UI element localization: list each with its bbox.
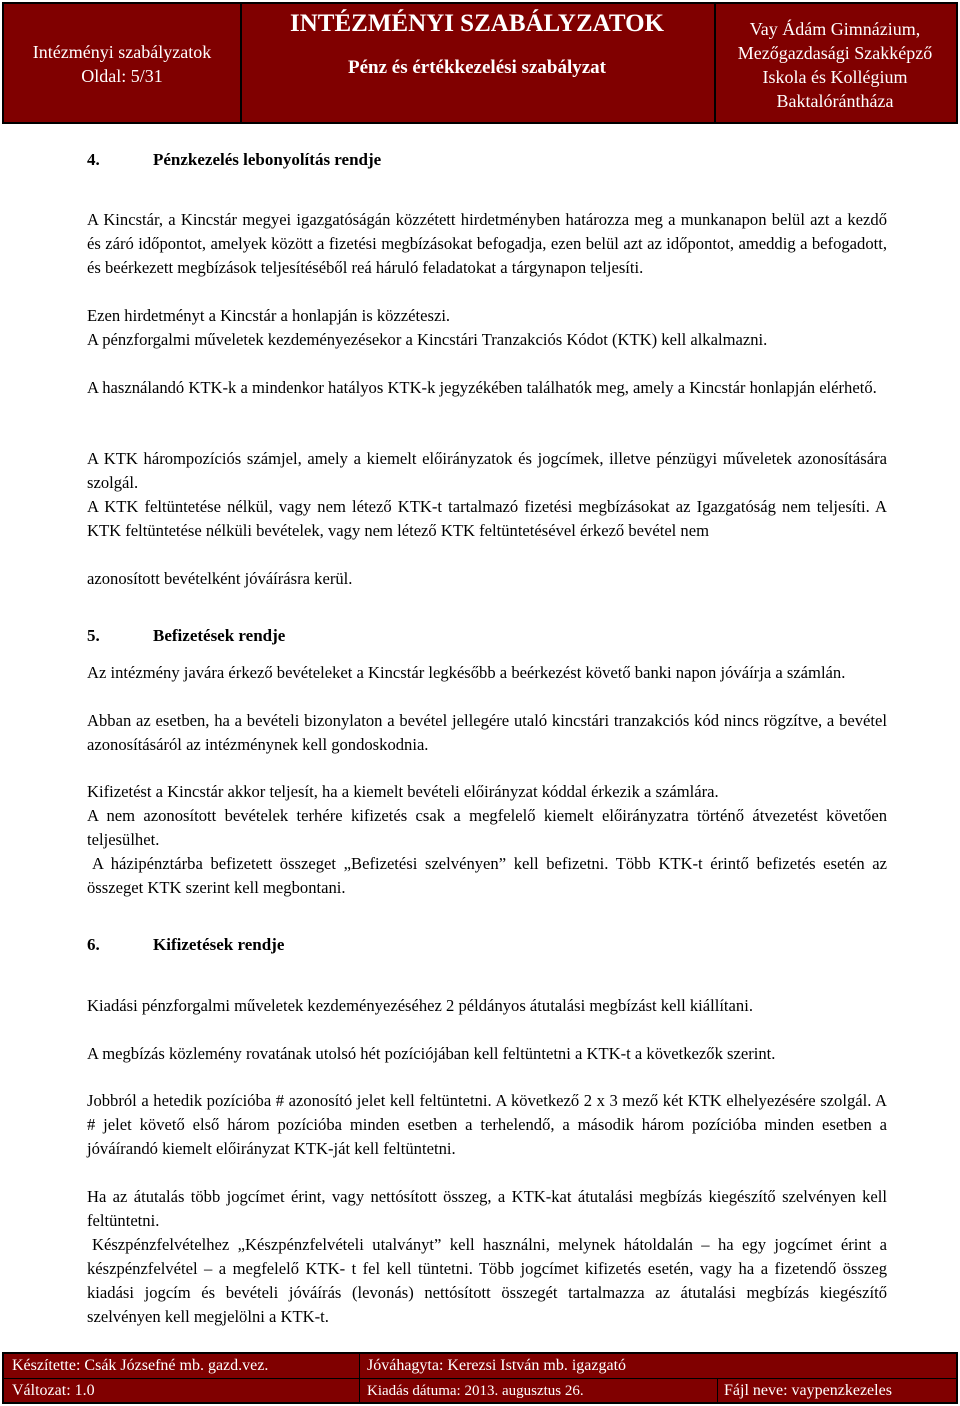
paragraph: A nem azonosított bevételek terhére kifizetés csak a megfelelő kiemelt előirányzatra történő átvezetést követően teljesülhet. <box>87 806 887 849</box>
document-subtitle: Pénz és értékkezelési szabályzat <box>348 57 606 78</box>
document-footer <box>2 1352 958 1404</box>
paragraph: Abban az esetben, ha a bevételi bizonylaton a bevétel jellegére utaló kincstári tranzakciós kód nincs rögzítve, a bevétel azonosításáról az intézménynek kell gondoskodnia. <box>87 711 887 754</box>
section-title: Kifizetések rendje <box>153 935 285 954</box>
document-header <box>2 2 958 124</box>
header-left-title: Intézményi szabályzatok <box>32 42 212 62</box>
approved-by: Jóváhagyta: Kerezsi István mb. igazgató <box>367 1357 627 1374</box>
institution-line: Vay Ádám Gimnázium, <box>749 19 921 39</box>
institution-line: Baktalórántháza <box>776 91 894 111</box>
section-number: 5. <box>87 626 100 645</box>
version: Változat: 1.0 <box>12 1382 95 1399</box>
paragraph: A Kincstár, a Kincstár megyei igazgatóságán közzétett hirdetményben határozza meg a munkanapon belül azt a kezdő és záró időpontot, amelyek között a fizetési megbízásokat befogadja, ezen belül azt az időpontot, ameddig a befogadott, és beérkezett megbízások teljesítéséből reá háruló feladatokat a tárgynapon teljesíti. <box>87 210 887 277</box>
section-heading <box>87 626 285 646</box>
paragraph: A KTK feltüntetése nélkül, vagy nem létező KTK-t tartalmazó fizetési megbízásokat az Igazgatóság nem teljesíti. A KTK feltüntetése nélküli bevételek, vagy nem létező KTK feltüntetésével érkező bevétel nem <box>87 497 887 540</box>
main-title: INTÉZMÉNYI SZABÁLYZATOK <box>290 10 664 37</box>
institution-line: Mezőgazdasági Szakképző <box>737 43 933 63</box>
paragraph: Ha az átutalás több jogcímet érint, vagy nettósított összeg, a KTK-kat átutalási megbízás kiegészítő szelvényen kell feltüntetni. <box>87 1187 887 1230</box>
paragraph: Ezen hirdetményt a Kincstár a honlapján is közzéteszi. <box>87 306 451 325</box>
institution-line: Iskola és Kollégium <box>762 67 908 87</box>
paragraph: Jobbról a hetedik pozícióba # azonosító jelet kell feltüntetni. A következő 2 x 3 mező két KTK elhelyezésére szolgál. A # jelet követő első három pozícióba minden esetben a terhelendő, a második három pozícióba minden esetben a jóváírandó kiemelt előirányzat KTK-ját kell feltüntetni. <box>87 1091 887 1158</box>
page-number: Oldal: 5/31 <box>81 66 163 86</box>
paragraph: A KTK hárompozíciós számjel, amely a kiemelt előirányzatok és jogcímek, illetve pénzügyi műveletek azonosítására szolgál. <box>87 449 887 492</box>
issue-date: Kiadás dátuma: 2013. augusztus 26. <box>367 1383 584 1399</box>
section-title: Befizetések rendje <box>153 626 286 645</box>
footer-divider <box>359 1354 360 1402</box>
file-name: Fájl neve: vaypenzkezeles <box>724 1382 892 1399</box>
prepared-by: Készítette: Csák Józsefné mb. gazd.vez. <box>12 1357 269 1374</box>
header-center-cell <box>240 4 716 122</box>
paragraph: Kiadási pénzforgalmi műveletek kezdeményezéséhez 2 példányos átutalási megbízást kell kiállítani. <box>87 996 753 1015</box>
section-title: Pénzkezelés lebonyolítás rendje <box>153 150 382 169</box>
paragraph: A megbízás közlemény rovatának utolsó hét pozíciójában kell feltüntetni a KTK-t a következők szerint. <box>87 1044 776 1063</box>
header-left-cell <box>4 4 242 122</box>
paragraph: A házipénztárba befizetett összeget „Befizetési szelvényen” kell befizetni. Több KTK-t érintő befizetés esetén az összeget KTK szerint kell megbontani. <box>87 854 887 897</box>
header-right-cell <box>714 4 956 122</box>
section-number: 6. <box>87 935 100 954</box>
section-number: 4. <box>87 150 100 169</box>
paragraph: Kifizetést a Kincstár akkor teljesít, ha a kiemelt bevételi előirányzat kóddal érkezik a számlára. <box>87 782 719 801</box>
footer-divider <box>717 1379 718 1402</box>
paragraph: Készpénzfelvételhez „Készpénzfelvételi utalványt” kell használni, melynek hátoldalán – ha egy jogcímet érint a készpénzfelvétel – a megfelelő KTK- t fel kell tüntetni. Több jogcímet kifizetés esetén, vagy ha a fizetendő összeg kiadási jogcím és bevételi jóváírás (levonás) nettósított összegét tartalmazza az átutalási megbízás kiegészítő szelvényen kell megjelölni a KTK-t. <box>87 1235 887 1326</box>
section-heading <box>87 150 381 170</box>
paragraph: azonosított bevételként jóváírásra kerül. <box>87 569 353 588</box>
section-heading <box>87 935 284 955</box>
paragraph: Az intézmény javára érkező bevételeket a Kincstár legkésőbb a beérkezést követő banki napon jóváírja a számlán. <box>87 663 846 682</box>
paragraph: A használandó KTK-k a mindenkor hatályos KTK-k jegyzékében találhatók meg, amely a Kincstár honlapján elérhető. <box>87 378 877 397</box>
paragraph: A pénzforgalmi műveletek kezdeményezésekor a Kincstári Tranzakciós Kódot (KTK) kell alkalmazni. <box>87 330 768 349</box>
